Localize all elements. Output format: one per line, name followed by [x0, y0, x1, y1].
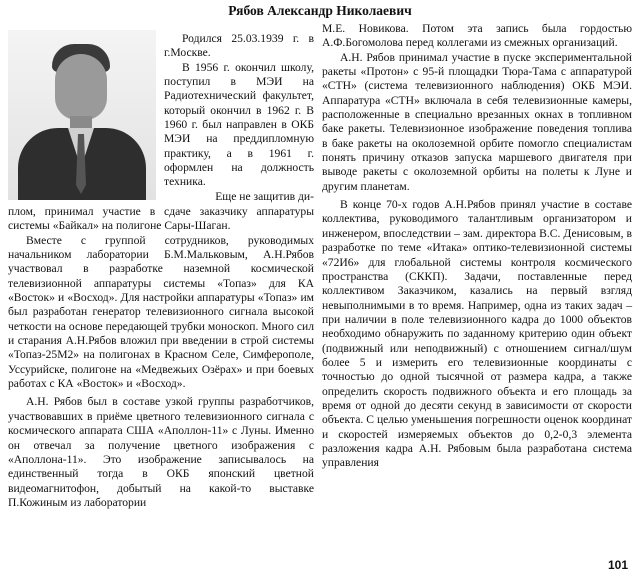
paragraph: А.Н. Рябов принимал участие в пуске экспериментальной ракеты «Протон» с 95-й площадки Тюра-Тама с аппаратурой «СТН» (система телевизионного наблюдения) ОКБ МЭИ. Аппаратура «СТН» включала в себя телевизионные камеры, расположенные в специально врезанных окнах в топливном баке ракеты. Телевизионное изображение поведения топлива в баке ракеты на околоземной орбите помогло специалистам понять причину отказов запуска маршевого двигателя при выводе ракеты с околоземной орбиты на полеты к Луне и другим планетам.: [322, 50, 632, 193]
portrait-photo: [8, 30, 156, 200]
paragraph: Вместе с группой сотрудников, руководимых начальником лаборатории Б.М.Мальковым, А.Н.Рябов участвовал в разработке наземной космической телевизионной аппаратуры системы «Топаз» для КА «Восток» и «Восход». Для настройки аппаратуры «Топаз» им был разработан генератор телевизионного сигнала высокой четкости на основе передающей трубки моноскоп. Много сил и старания А.Н.Рябов вложил при введении в строй системы «Топаз-25М2» на полигонах в Красном Селе, Симферополе, Уссурийске, полигоне на «Медвежьих Озёрах» и при боевых работах с КА «Восток» и «Восход».: [8, 233, 314, 391]
paragraph: А.Н. Рябов был в составе узкой группы разработчиков, участвовавших в приёме цветного телевизионного сигнала с космического аппарата США «Аполлон-11» с Луны. Именно он отвечал за получение цветного изображения с «Аполлона-11». Это изображение записывалось на единственный тогда в ОКБ японский цветной видеомагнитофон, добытый на какой-то выставке П.Кожиным из лаборатории: [8, 395, 314, 509]
page-title: Рябов Александр Николаевич: [228, 3, 412, 18]
left-column-top-text: [164, 32, 314, 204]
page-number: 101: [607, 558, 628, 572]
paragraph: М.Е. Новикова. Потом эта запись была гордостью А.Ф.Богомолова перед коллегами из смежных организаций.: [322, 22, 632, 50]
left-column-text: [8, 205, 314, 510]
paragraph: В 1956 г. окончил школу, поступил в МЭИ на Радиотехнический факультет, который окончил в 1962 г. В 1960 г. был направлен в ОКБ МЭИ на преддипломную практику, а в 1961 г. оформлен на должность техника.: [164, 60, 314, 189]
paragraph: В конце 70-х годов А.Н.Рябов принял участие в составе коллектива, руководимого талантливым организатором и инженером, впоследствии – зам. директора В.С. Денисовым, в разработке по теме «Итака» оптико-телевизионной системы «72И6» для глобальной системы контроля космического пространства (СККП). Задачи, поставленные перед коллективом Заказчиком, казались на первый взгляд невыполнимыми в то время. Например, одна из таких задач – при наличии в поле телевизионного кадра до 1000 объектов необходимо обнаружить по заданному критерию один объект (подвижный или неподвижный) с отношением сигнал/шум более 5 и измерить его телевизионные координаты с точностью до одной тысячной от размера кадра, а также определить скорость подвижного объекта и его площадь за время от одной до десяти секунд в зависимости от скорости объекта. С целью уменьшения погрешности оценок координат и скоростей измеряемых объектов до 0,2-0,3 элемента разложения кадра А.Н. Рябовым была разработана система управления: [322, 198, 632, 470]
photo-face: [55, 54, 107, 120]
paragraph: Родился 25.03.1939 г. в г.Москве.: [164, 32, 314, 60]
paragraph: плом, принимал участие в сдаче заказчику аппаратуры системы «Байкал» на полигоне Сары-Шаган.: [8, 205, 314, 233]
paragraph: Еще не защитив ди-: [215, 189, 314, 203]
right-column-text: [322, 22, 632, 471]
